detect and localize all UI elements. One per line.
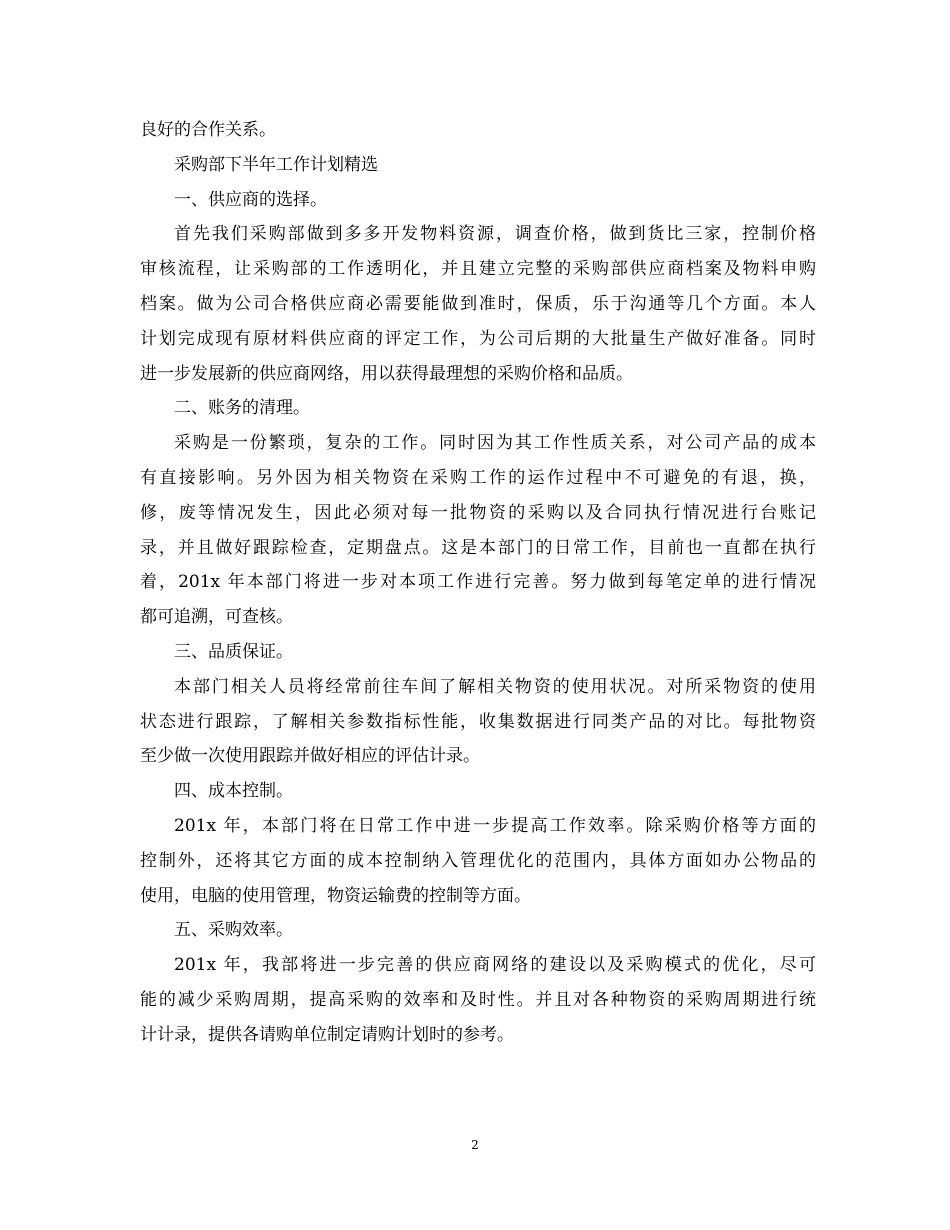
document-body xyxy=(140,113,816,1053)
text-line: 良好的合作关系。 xyxy=(140,120,276,140)
page-number: 2 xyxy=(471,1138,479,1152)
text-line: 五、采购效率。 xyxy=(174,920,293,941)
text-line: 进一步发展新的供应商网络，用以获得最理想的采购价格和品质。 xyxy=(140,363,633,384)
text-line: 计计录，提供各请购单位制定请购计划时的参考。 xyxy=(140,1024,514,1045)
text-line: 使用，电脑的使用管理，物资运输费的控制等方面。 xyxy=(140,885,531,906)
text-line: 着，201x 年本部门将进一步对本项工作进行完善。努力做到每笔定单的进行情况 xyxy=(140,572,816,593)
text-line: 计划完成现有原材料供应商的评定工作，为公司后期的大批量生产做好准备。同时 xyxy=(140,328,816,349)
text-line: 状态进行跟踪，了解相关参数指标性能，收集数据进行同类产品的对比。每批物资 xyxy=(140,711,816,732)
text-line: 修，废等情况发生，因此必须对每一批物资的采购以及合同执行情况进行台账记 xyxy=(140,502,816,523)
text-line: 能的减少采购周期，提高采购的效率和及时性。并且对各种物资的采购周期进行统 xyxy=(140,989,816,1010)
text-line: 一、供应商的选择。 xyxy=(174,189,327,210)
text-line: 201x 年，本部门将在日常工作中进一步提高工作效率。除采购价格等方面的 xyxy=(174,815,816,836)
text-line: 录，并且做好跟踪检查，定期盘点。这是本部门的日常工作，目前也一直都在执行 xyxy=(140,537,816,558)
text-line: 有直接影响。另外因为相关物资在采购工作的运作过程中不可避免的有退，换， xyxy=(140,467,816,488)
text-line: 201x 年，我部将进一步完善的供应商网络的建设以及采购模式的优化，尽可 xyxy=(174,955,816,976)
text-line: 采购部下半年工作计划精选 xyxy=(174,154,378,175)
text-line: 至少做一次使用跟踪并做好相应的评估计录。 xyxy=(140,746,480,767)
text-line: 三、品质保证。 xyxy=(174,641,293,662)
text-line: 采购是一份繁琐，复杂的工作。同时因为其工作性质关系，对公司产品的成本 xyxy=(174,433,816,454)
text-line: 四、成本控制。 xyxy=(174,781,293,802)
text-line: 档案。做为公司合格供应商必需要能做到准时，保质，乐于沟通等几个方面。本人 xyxy=(140,293,816,314)
text-line: 都可追溯，可查核。 xyxy=(140,607,293,628)
text-line: 本部门相关人员将经常前往车间了解相关物资的使用状况。对所采物资的使用 xyxy=(174,676,816,697)
text-line: 控制外，还将其它方面的成本控制纳入管理优化的范围内，具体方面如办公物品的 xyxy=(140,850,816,871)
text-line: 首先我们采购部做到多多开发物料资源，调查价格，做到货比三家，控制价格 xyxy=(174,224,816,245)
text-line: 二、账务的清理。 xyxy=(174,398,310,419)
text-line: 审核流程，让采购部的工作透明化，并且建立完整的采购部供应商档案及物料申购 xyxy=(140,259,816,280)
